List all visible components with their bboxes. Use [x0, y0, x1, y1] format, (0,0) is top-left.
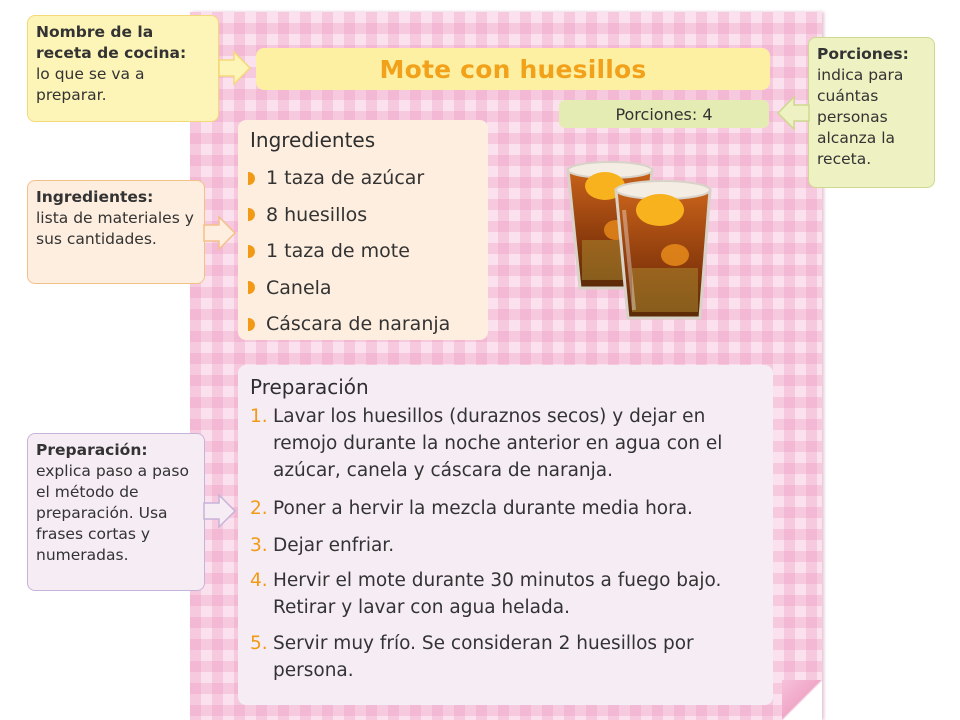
ingredients-panel — [238, 120, 488, 340]
ingredients-heading: Ingredientes — [250, 128, 376, 152]
preparation-step: 3. Dejar enfriar. — [250, 535, 395, 556]
half-circle-bullet-icon — [248, 318, 255, 331]
half-circle-bullet-icon — [248, 245, 255, 258]
preparation-step: 5. Servir muy frío. Se consideran 2 huesillos por persona. — [250, 633, 694, 681]
half-circle-bullet-icon — [248, 208, 255, 221]
recipe-title: Mote con huesillos — [379, 54, 647, 84]
callout-arrow-icon — [218, 50, 252, 86]
portions-badge: Porciones: 4 — [559, 100, 769, 128]
callout-arrow-icon — [203, 215, 237, 251]
recipe-title-bar — [256, 48, 770, 90]
preparation-panel — [238, 365, 773, 705]
callout-arrow-icon — [203, 493, 237, 529]
ingredient-item: 1 taza de azúcar — [248, 160, 450, 197]
half-circle-bullet-icon — [248, 172, 255, 185]
preparation-step: 4. Hervir el mote durante 30 minutos a fuego bajo. Retirar y lavar con agua helada. — [250, 570, 722, 618]
preparation-step: 2. Poner a hervir la mezcla durante media hora. — [250, 498, 693, 519]
page-curl — [782, 680, 822, 720]
two-glasses-mote-con-huesillos-image — [560, 150, 720, 330]
preparation-heading: Preparación — [250, 375, 369, 399]
ingredient-item: Cáscara de naranja — [248, 306, 450, 343]
callout-arrow-icon — [776, 95, 810, 131]
callout-portions: Porciones: indica para cuántas personas alcanza la receta. — [808, 37, 935, 188]
ingredient-item: 1 taza de mote — [248, 233, 450, 270]
ingredient-item: Canela — [248, 270, 450, 307]
callout-recipe-name: Nombre de la receta de cocina: lo que se va a preparar. — [27, 15, 219, 122]
callout-ingredients: Ingredientes: lista de materiales y sus cantidades. — [27, 180, 205, 284]
preparation-step: 1. Lavar los huesillos (duraznos secos) y dejar en remojo durante la noche anterior en agua con el azúcar, canela y cáscara de naranja. — [250, 406, 723, 481]
callout-preparation: Preparación: explica paso a paso el método de preparación. Usa frases cortas y numeradas. — [27, 433, 205, 591]
ingredient-item: 8 huesillos — [248, 197, 450, 234]
half-circle-bullet-icon — [248, 281, 255, 294]
ingredients-list — [248, 160, 450, 343]
